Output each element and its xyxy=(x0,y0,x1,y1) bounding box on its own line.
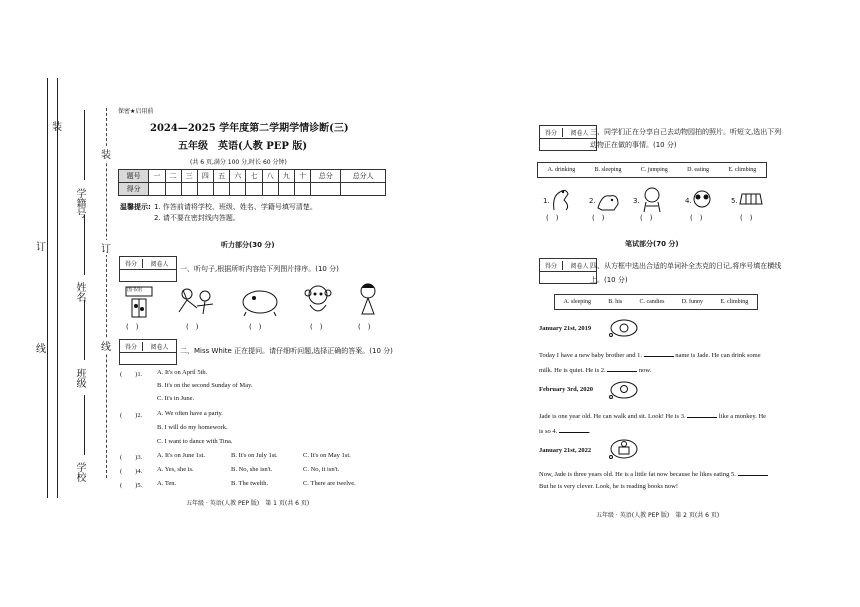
id-field-line[interactable] xyxy=(84,110,85,180)
score-col-label: 题号 xyxy=(119,170,149,183)
id-label: 学籍号 xyxy=(74,188,85,218)
animal-4-image xyxy=(692,188,712,210)
page-1-footer: 五年级 · 英语(人教 PEP 版) 第 1 页(共 6 页) xyxy=(186,500,310,507)
scorer-grader-label: 阅卷人 xyxy=(570,129,589,137)
animal-answer-5[interactable]: ( ) xyxy=(740,214,753,222)
page-2-footer: 五年级 · 英语(人教 PEP 版) 第 2 页(共 6 页) xyxy=(596,512,720,519)
section-4-title-line-1: 四、从方框中选出合适的单词补全杰克的日记,将序号填在横线 xyxy=(590,262,782,270)
diary-1-part-c: milk. He is quiet. He is 2. xyxy=(539,367,606,374)
section-3-word-box xyxy=(537,162,767,178)
score-cell[interactable] xyxy=(165,183,181,196)
option-drinking: A. drinking xyxy=(547,167,576,173)
blank-5[interactable] xyxy=(738,468,768,476)
word-his: B. his xyxy=(608,299,623,305)
toddler-thought-icon xyxy=(608,380,638,400)
baby-thought-icon xyxy=(608,318,638,338)
seal-char-2: 订 xyxy=(36,242,46,253)
score-col: 四 xyxy=(197,170,213,183)
score-cell[interactable] xyxy=(230,183,246,196)
q3-option-a: A. It's on June 1st. xyxy=(157,452,206,459)
class-label: 班级 xyxy=(74,368,85,388)
animal-answer-3[interactable]: ( ) xyxy=(640,214,653,222)
q5-option-b: B. The twelth. xyxy=(231,480,269,487)
scorer-grader-label: 阅卷人 xyxy=(570,262,589,270)
blank-2[interactable] xyxy=(607,364,637,372)
answer-paren-2[interactable]: ( ) xyxy=(186,323,199,331)
score-cell[interactable] xyxy=(262,183,278,196)
score-table-header-row xyxy=(119,170,386,183)
diary-3-part-b: But he is very clever. Look, he is reading books now! xyxy=(539,483,678,490)
diary-2-text-2 xyxy=(539,425,591,435)
seal-char-1: 装 xyxy=(52,122,62,133)
word-climbing: E. climbing xyxy=(720,299,749,305)
section-4-title-line-2: 上。(10 分) xyxy=(590,276,628,284)
score-cell[interactable] xyxy=(246,183,262,196)
score-cell[interactable] xyxy=(214,183,230,196)
secret-label: 保密★启用前 xyxy=(118,108,154,115)
name-field-line[interactable] xyxy=(84,215,85,275)
animal-number-5: 5. xyxy=(731,197,738,205)
q4-number[interactable]: ( )4. xyxy=(120,468,143,475)
animal-number-4: 4. xyxy=(685,197,692,205)
tip-1: 1. 作答前请将学校、班级、姓名、学籍号填写清楚。 xyxy=(154,203,317,211)
blank-3[interactable] xyxy=(687,410,717,418)
q1-number[interactable]: ( )1. xyxy=(120,371,143,378)
section-3-title-line-1: 三、同学们正在分享自己去动物园拍的照片。听短文,选出下列 xyxy=(590,128,782,136)
school-label: 学校 xyxy=(74,462,85,482)
scorer-score-label: 得分 xyxy=(120,342,143,351)
q3-option-c: C. It's on May 1st. xyxy=(303,452,351,459)
score-col: 二 xyxy=(165,170,181,183)
animal-answer-1[interactable]: ( ) xyxy=(546,214,559,222)
listening-header: 听力部分(30 分) xyxy=(221,241,275,249)
animal-2-image xyxy=(596,188,620,212)
q2-option-b: B. I will do my homework. xyxy=(157,424,228,431)
diary-3-text xyxy=(539,468,768,478)
q5-option-c: C. There are twelve. xyxy=(303,480,356,487)
q5-option-a: A. Ten. xyxy=(157,480,177,487)
animal-1-image xyxy=(550,186,572,212)
girl-image xyxy=(356,282,380,318)
option-climbing: E. climbing xyxy=(728,167,757,173)
diary-date-1: January 21st, 2019 xyxy=(539,325,592,332)
class-field-line[interactable] xyxy=(84,300,85,360)
q3-option-b: B. It's on July 1st. xyxy=(231,452,278,459)
score-row-label: 得分 xyxy=(119,183,149,196)
reading-thought-icon xyxy=(608,439,638,461)
diary-2-part-c: is so 4. xyxy=(539,428,558,435)
scorer-box-2 xyxy=(119,339,177,365)
score-col: 一 xyxy=(149,170,165,183)
seal-dash-line xyxy=(106,108,107,478)
score-cell[interactable] xyxy=(311,183,341,196)
score-cell[interactable] xyxy=(294,183,310,196)
playing-kids-image xyxy=(175,286,215,316)
q2-option-c: C. I want to dance with Tina. xyxy=(157,438,233,445)
score-col: 三 xyxy=(181,170,197,183)
scorer-score-label: 得分 xyxy=(540,261,563,270)
blank-1[interactable] xyxy=(644,349,674,357)
answer-paren-1[interactable]: ( ) xyxy=(126,323,139,331)
score-col: 六 xyxy=(230,170,246,183)
answer-paren-3[interactable]: ( ) xyxy=(249,323,262,331)
option-sleeping: B. sleeping xyxy=(594,167,622,173)
seal-char-6: 线 xyxy=(101,338,111,353)
option-eating: D. eating xyxy=(687,167,710,173)
word-candies: C. candies xyxy=(639,299,665,305)
section-3-title-line-2: 动物正在做的事情。(10 分) xyxy=(590,141,677,149)
section-4-word-box xyxy=(554,294,758,310)
diary-2-part-a: Jade is one year old. He can walk and sit. Look! He is 3. xyxy=(539,413,686,420)
animal-answer-2[interactable]: ( ) xyxy=(592,214,605,222)
section-1-title: 一、听句子,根据所听内容给下列图片排序。(10 分) xyxy=(180,265,339,273)
diary-1-text xyxy=(539,349,761,359)
q4-option-c: C. No, it isn't. xyxy=(303,466,340,473)
school-field-line[interactable] xyxy=(84,395,85,455)
score-table-score-row xyxy=(119,183,386,196)
word-funny: D. funny xyxy=(681,299,704,305)
scorer-box-3 xyxy=(539,125,597,151)
blank-4[interactable] xyxy=(559,425,589,433)
diary-2-part-d: . xyxy=(588,428,591,435)
scorer-score-label: 得分 xyxy=(120,259,143,268)
scorer-box-1 xyxy=(119,256,177,282)
seal-char-5: 订 xyxy=(101,240,111,255)
exam-subtitle: 五年级 英语(人教 PEP 版) xyxy=(178,141,308,152)
animal-number-2: 2. xyxy=(589,197,596,205)
animal-number-1: 1. xyxy=(543,197,550,205)
tips-label: 温馨提示: xyxy=(120,203,151,211)
word-sleeping: A. sleeping xyxy=(563,299,591,305)
binding-line-2 xyxy=(57,78,58,498)
q2-option-a: A. We often have a party. xyxy=(157,410,223,417)
animal-3-image xyxy=(640,186,664,212)
score-col: 七 xyxy=(246,170,262,183)
q1-option-a: A. It's on April 5th. xyxy=(157,369,208,376)
animal-5-image xyxy=(738,188,764,210)
diary-1-text-2 xyxy=(539,364,651,374)
q1-option-b: B. It's on the second Sunday of May. xyxy=(157,382,253,389)
score-col: 五 xyxy=(214,170,230,183)
answer-paren-5[interactable]: ( ) xyxy=(358,323,371,331)
score-cell[interactable] xyxy=(181,183,197,196)
diary-1-part-b: name is Jade. He can drink some xyxy=(675,352,761,359)
exam-title: 2024—2025 学年度第二学期学情诊断(三) xyxy=(150,123,349,134)
section-2-title: 二、Miss White 正在提问。请仔细听问题,选择正确的答案。(10 分) xyxy=(180,347,393,355)
diary-date-3: January 21st, 2022 xyxy=(539,447,592,454)
scorer-grader-label: 阅卷人 xyxy=(150,260,169,268)
diary-2-part-b: like a monkey. He xyxy=(718,413,767,420)
scorer-box-4 xyxy=(539,258,597,284)
q5-number[interactable]: ( )5. xyxy=(120,482,143,489)
score-col: 九 xyxy=(278,170,294,183)
seal-char-3: 线 xyxy=(36,344,46,355)
score-col: 总分人 xyxy=(341,170,386,183)
diary-date-2: February 3rd, 2020 xyxy=(539,386,593,393)
diary-1-part-a: Today I have a new baby brother and 1. xyxy=(539,352,642,359)
score-cell[interactable] xyxy=(197,183,213,196)
score-cell[interactable] xyxy=(341,183,386,196)
score-col: 八 xyxy=(262,170,278,183)
library-sign-text: 图书馆 xyxy=(127,287,143,293)
score-col: 十 xyxy=(294,170,310,183)
score-table xyxy=(118,169,386,196)
q2-number[interactable]: ( )2. xyxy=(120,412,143,419)
diary-1-part-d: now. xyxy=(638,367,652,374)
score-col: 总分 xyxy=(311,170,341,183)
score-cell[interactable] xyxy=(278,183,294,196)
exam-info: (共 6 页,满分 100 分,时长 60 分钟) xyxy=(190,159,287,166)
scorer-grader-label: 阅卷人 xyxy=(150,343,169,351)
q3-number[interactable]: ( )3. xyxy=(120,454,143,461)
seal-char-4: 装 xyxy=(101,146,111,161)
monkey-image xyxy=(302,283,336,317)
animal-answer-4[interactable]: ( ) xyxy=(690,214,703,222)
egg-animal-image xyxy=(240,286,280,316)
tip-2: 2. 请不要在密封线内答题。 xyxy=(154,214,240,222)
diary-2-text xyxy=(539,410,766,420)
diary-3-part-a: Now, Jade is three years old. He is a little fat now because he likes eating 5. xyxy=(539,471,736,478)
q4-option-a: A. Yes, she is. xyxy=(157,466,194,473)
q1-option-c: C. It's in June. xyxy=(157,395,195,402)
scorer-score-label: 得分 xyxy=(540,128,563,137)
answer-paren-4[interactable]: ( ) xyxy=(310,323,323,331)
score-cell[interactable] xyxy=(149,183,165,196)
option-jumping: C. jumping xyxy=(640,167,668,173)
animal-number-3: 3. xyxy=(633,197,640,205)
written-header: 笔试部分(70 分) xyxy=(625,240,679,248)
name-label: 姓名 xyxy=(74,282,85,302)
binding-line-1 xyxy=(47,78,48,498)
q4-option-b: B. No, she isn't. xyxy=(231,466,273,473)
